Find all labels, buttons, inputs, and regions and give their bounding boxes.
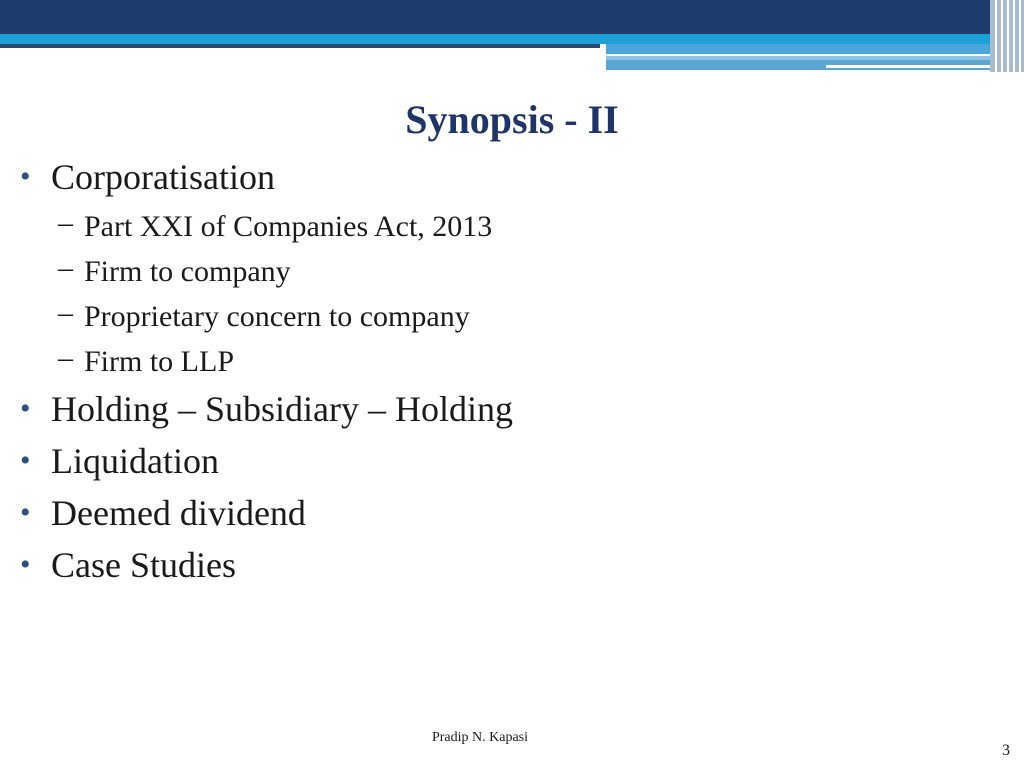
bullet-icon: •: [20, 160, 31, 193]
bullet-item: [20, 384, 1000, 434]
header-shadow-line: [0, 44, 600, 48]
bullet-item: [20, 540, 1000, 590]
bullet-label: Deemed dividend: [51, 493, 306, 533]
bullet-list: [20, 152, 1000, 592]
bullet-icon: •: [20, 548, 31, 581]
dash-icon: –: [58, 296, 73, 329]
bullet-item: [20, 152, 1000, 202]
bullet-label: Corporatisation: [51, 157, 275, 197]
bullet-icon: •: [20, 392, 31, 425]
bullet-label: Case Studies: [51, 545, 236, 585]
bullet-icon: •: [20, 496, 31, 529]
bullet-item: [20, 488, 1000, 538]
page-number: 3: [1002, 742, 1010, 759]
header-light-line: [606, 56, 1024, 60]
dash-icon: –: [58, 251, 73, 284]
bullet-label: Holding – Subsidiary – Holding: [51, 389, 514, 429]
bullet-icon: •: [20, 444, 31, 477]
header-blue-stripe: [0, 34, 1024, 44]
slide-title: Synopsis - II: [405, 97, 619, 142]
header-right-stripe: [606, 44, 1024, 54]
sub-bullet-label: Proprietary concern to company: [84, 300, 470, 333]
sub-bullet-item: [20, 204, 1000, 249]
footer-author: Pradip N. Kapasi: [431, 730, 529, 745]
sub-bullet-label: Firm to LLP: [84, 345, 235, 378]
sub-bullet-label: Firm to company: [84, 255, 291, 288]
sub-bullet-label: Part XXI of Companies Act, 2013: [84, 210, 493, 243]
header-dark-band: [0, 0, 1024, 36]
bullet-label: Liquidation: [51, 441, 219, 481]
dash-icon: –: [58, 341, 73, 374]
header-banner: [0, 0, 1024, 80]
sub-bullet-item: [20, 294, 1000, 339]
sub-bullet-item: [20, 339, 1000, 384]
sub-bullet-item: [20, 249, 1000, 294]
bullet-item: [20, 436, 1000, 486]
dash-icon: –: [58, 206, 73, 239]
